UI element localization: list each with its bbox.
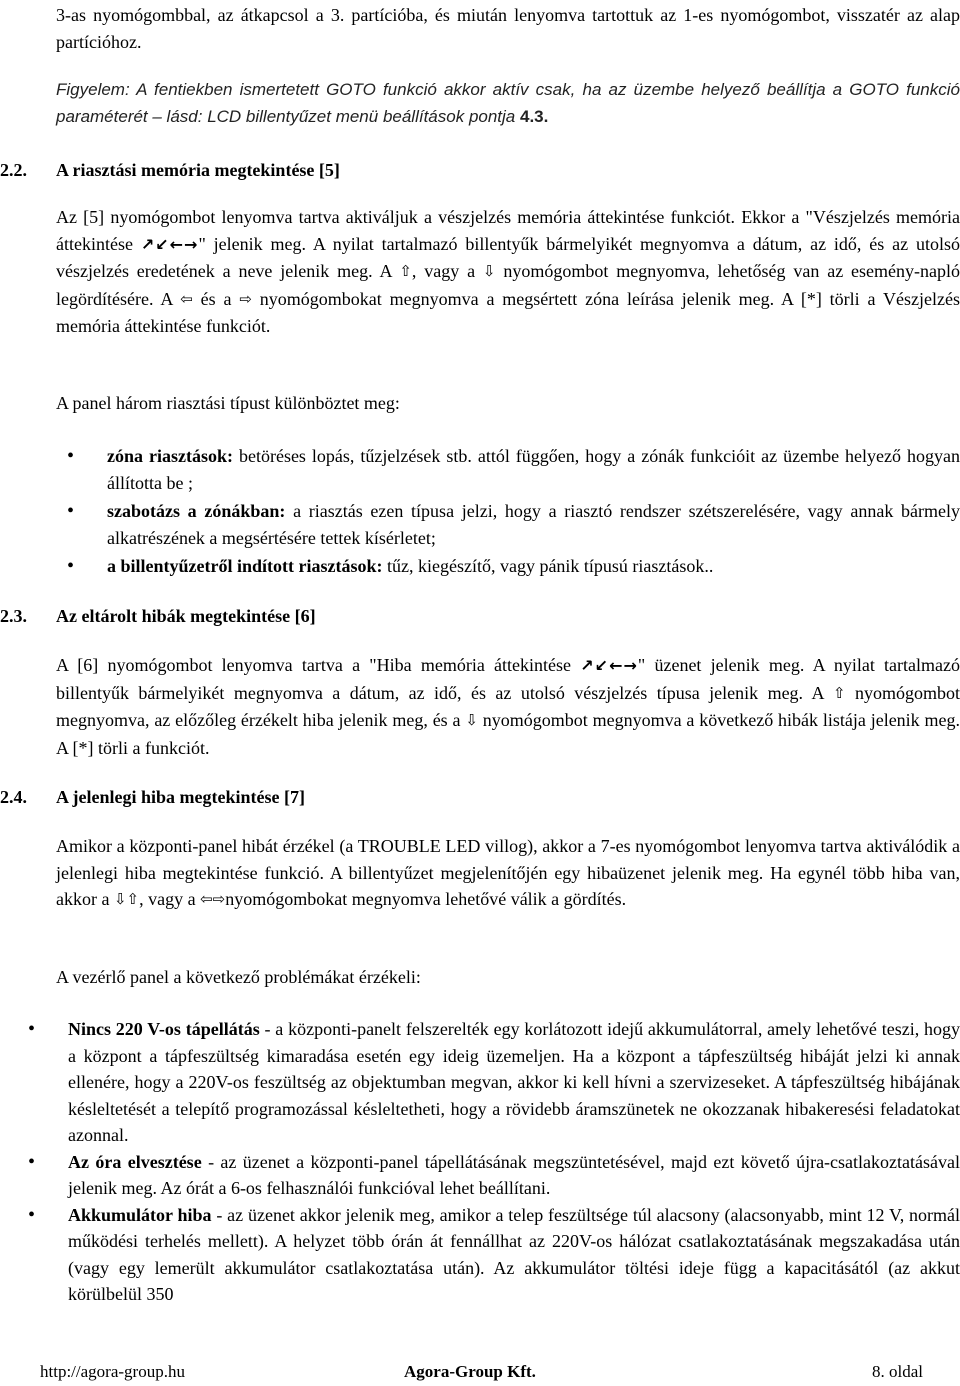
section-number: 2.3. [0,606,27,626]
list-item: • zóna riasztások: betöréses lopás, tűzjelzések stb. attól függően, hogy a zónák funkcióit az üzembe helyező hogyan állította be ; [107,443,960,496]
alarm-type-list [107,443,960,580]
up-arrow-icon: ⇧ [832,683,846,702]
section-2-2-paragraph-2: A panel három riasztási típust különböztet meg: [56,393,400,413]
down-arrow-icon: ⇩ [465,711,478,729]
section-number: 2.4. [0,787,27,807]
footer-url: http://agora-group.hu [40,1362,185,1381]
section-2-4-paragraph-2: A vezérlő panel a következő problémákat érzékeli: [56,967,421,987]
note-ref: 4.3. [519,106,549,126]
section-title: A jelenlegi hiba megtekintése [7] [56,787,305,807]
list-item: • a billentyűzetről indított riasztások: tűz, kiegészítő, vagy pánik típusú riasztások.. [107,553,960,580]
note-text: Figyelem: A fentiekben ismertetett GOTO funkció akkor aktív csak, ha az üzembe helyező beállítja a GOTO funkció paraméterét – lásd: LCD billentyűzet menü beállítások pontja [56,80,960,126]
list-item: • Akkumulátor hiba - az üzenet akkor jelenik meg, amikor a telep feszültsége túl alacsony (alacsonyabb, mint 12 V, normál működési terhelés mellett). A helyzet több órán át fennállhat az 220V-os hálózat csatlakoztatásának megszakadása után (vagy egy lemerült akkumulátor csatlakoztatása után). Az akkumulátor töltési ideje függ a kapacitásától (az akkut körülbelül 350 [68,1202,960,1308]
section-2-4-paragraph-1: Amikor a központi-panel hibát érzékel (a TROUBLE LED villog), akkor a 7-es nyomógombot lenyomva tartva aktiválódik a jelenlegi hiba megtekintése funkció. A billentyűzet megjelenítőjén egy hibaüzenet jelenik meg. Ha egynél több hiba van, akkor a ⇩⇧, vagy a ⇦⇨nyomógombokat megnyomva lehetővé válik a gördítés. [56,833,960,914]
section-2-3-paragraph: A [6] nyomógombot lenyomva tartva a "Hiba memória áttekintése ↗↙←→" üzenet jelenik meg. A nyilat tartalmazó billentyűk bármelyikét megnyomva a dátum, az idő, és az utolsó vészjelzés típusa jelenik meg. A ⇧ nyomógombot megnyomva, az előzőleg érzékelt hiba jelenik meg, és a ⇩ nyomógombot megnyomva a következő hibák listája jelenik meg. A [*] törli a funkciót. [56,655,960,758]
section-2-4-heading [0,784,305,810]
footer-company: Agora-Group Kft. [404,1362,536,1381]
list-item: • szabotázs a zónákban: a riasztás ezen típusa jelzi, hogy a riasztó rendszer szétszerelésére, vagy annak bármely alkatrészének a megsértésére tettek kísérletet; [107,498,960,551]
list-item: • Nincs 220 V-os tápellátás - a központi-panelt felszerelték egy korlátozott idejű akkumulátorral, amely lehetővé teszi, hogy a központ a tápfeszültség kimaradása esetén egy ideig üzemeljen. Ha a központ a tápfeszültség hibáját jelzi ki annak ellenére, hogy a 220V-os feszültség az objektumban megvan, akkor ki kell hívni a szervizeseket. A tápfeszültség hibájának késleltetését a telepítő programozással késleltetheti, hogy a rövidebb áramszünetek ne okozzanak hibakeresési feladatokat azonnal. [68,1016,960,1149]
left-arrow-icon: ⇦ [180,289,193,308]
section-title: Az eltárolt hibák megtekintése [6] [56,606,316,626]
arrows-icon: ↗↙←→ [140,234,199,254]
down-up-arrows-icon: ⇩⇧ [113,890,140,908]
section-number: 2.2. [0,160,27,180]
section-2-2-heading [0,157,340,183]
right-arrow-icon: ⇨ [239,289,252,308]
footer-page-number: 8. oldal [872,1362,923,1381]
page-footer [0,1362,960,1384]
section-2-3-heading [0,603,316,629]
up-arrow-icon: ⇧ [399,262,412,280]
section-title: A riasztási memória megtekintése [5] [56,160,340,180]
list-item: • Az óra elvesztése - az üzenet a központi-panel tápellátásának megszüntetésével, majd ezt követő újra-csatlakoztatásával jelenik meg. Az órát a 6-os felhasználói funkcióval lehet beállítani. [68,1149,960,1202]
section-2-2-paragraph-1: Az [5] nyomógombot lenyomva tartva aktiváljuk a vészjelzés memória áttekintése funkciót. Ekkor a "Vészjelzés memória áttekintése ↗↙←→" jelenik meg. A nyilat tartalmazó billentyűk bármelyikét megnyomva a dátum, az idő, és az utolsó vészjelzés eredetének a neve jelenik meg. A ⇧, vagy a ⇩ nyomógombot megnyomva, lehetőség van az esemény-napló legördítésére. A ⇦ és a ⇨ nyomógombokat megnyomva a megsértett zóna leírása jelenik meg. A [*] törli a Vészjelzés memória áttekintése funkciót. [56,207,960,336]
down-arrow-icon: ⇩ [482,262,496,280]
arrows-icon: ↗↙←→ [580,656,638,675]
left-right-arrows-icon: ⇦⇨ [200,890,226,908]
goto-note-paragraph [56,77,960,130]
problem-list [68,1016,960,1308]
intro-paragraph: 3-as nyomógombbal, az átkapcsol a 3. partícióba, és miután lenyomva tartottuk az 1-es nyomógombot, visszatér az alap partícióhoz. [56,5,960,52]
